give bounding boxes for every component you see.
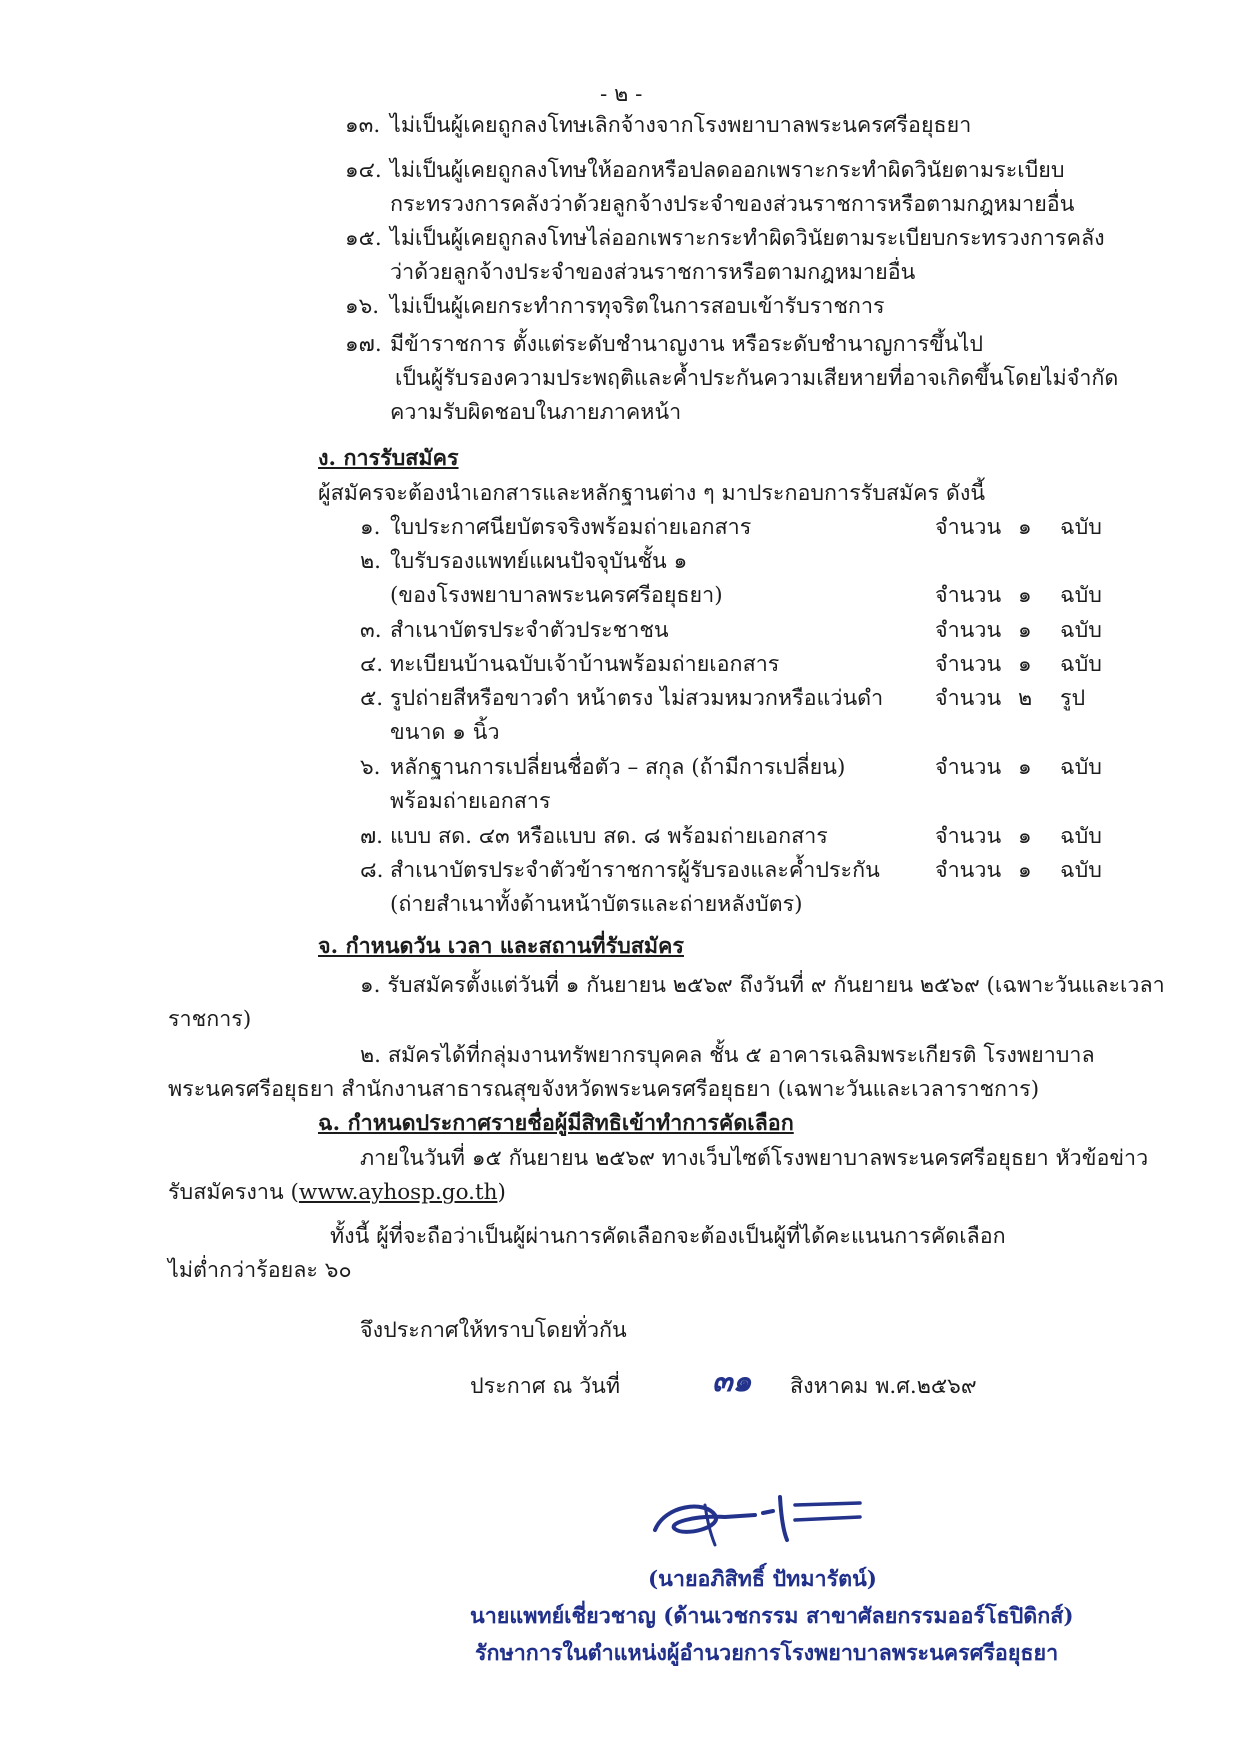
doc-unit: รูป — [1060, 686, 1086, 711]
doc-qty-label: จำนวน — [935, 824, 1002, 849]
doc-qty: ๑ — [1018, 858, 1032, 883]
doc-number: ๒. — [360, 549, 382, 574]
doc-text: สำเนาบัตรประจำตัวข้าราชการผู้รับรองและค้ำประกัน — [390, 858, 880, 883]
section-intro: ผู้สมัครจะต้องนำเอกสารและหลักฐานต่าง ๆ มาประกอบการรับสมัคร ดังนี้ — [318, 481, 986, 506]
closing-date-suffix: สิงหาคม พ.ศ.๒๕๖๙ — [790, 1374, 977, 1399]
doc-qty: ๑ — [1018, 755, 1032, 780]
doc-unit: ฉบับ — [1060, 618, 1102, 643]
closing-date-day: ๓๑ — [712, 1364, 752, 1399]
doc-text: แบบ สด. ๔๓ หรือแบบ สด. ๘ พร้อมถ่ายเอกสาร — [390, 824, 828, 849]
paragraph-line: ราชการ) — [168, 1007, 252, 1032]
qualification-number: ๑๗. — [345, 332, 382, 357]
signer-name: (นายอภิสิทธิ์ ปัทมารัตน์) — [648, 1567, 877, 1592]
doc-number: ๖. — [360, 755, 381, 780]
doc-text: (ของโรงพยาบาลพระนครศรีอยุธยา) — [390, 583, 723, 608]
paragraph-line: ทั้งนี้ ผู้ที่จะถือว่าเป็นผู้ผ่านการคัดเลือกจะต้องเป็นผู้ที่ได้คะแนนการคัดเลือก — [330, 1224, 1006, 1249]
doc-unit: ฉบับ — [1060, 583, 1102, 608]
doc-text: ขนาด ๑ นิ้ว — [390, 720, 500, 745]
qualification-text: เป็นผู้รับรองความประพฤติและค้ำประกันความเสียหายที่อาจเกิดขึ้นโดยไม่จำกัด — [395, 366, 1119, 391]
doc-unit: ฉบับ — [1060, 652, 1102, 677]
doc-qty-label: จำนวน — [935, 583, 1002, 608]
doc-qty-label: จำนวน — [935, 686, 1002, 711]
qualification-text: ไม่เป็นผู้เคยถูกลงโทษเลิกจ้างจากโรงพยาบาลพระนครศรีอยุธยา — [390, 113, 972, 138]
doc-qty-label: จำนวน — [935, 618, 1002, 643]
doc-text: หลักฐานการเปลี่ยนชื่อตัว – สกุล (ถ้ามีการเปลี่ยน) — [390, 755, 846, 780]
paragraph-line: ๑. รับสมัครตั้งแต่วันที่ ๑ กันยายน ๒๕๖๙ ถึงวันที่ ๙ กันยายน ๒๕๖๙ (เฉพาะวันและเวลา — [360, 973, 1165, 998]
doc-qty: ๑ — [1018, 515, 1032, 540]
qualification-text: ไม่เป็นผู้เคยถูกลงโทษไล่ออกเพราะกระทำผิดวินัยตามระเบียบกระทรวงการคลัง — [390, 226, 1105, 251]
doc-text: รูปถ่ายสีหรือขาวดำ หน้าตรง ไม่สวมหมวกหรือแว่นดำ — [390, 686, 884, 711]
qualification-text: กระทรวงการคลังว่าด้วยลูกจ้างประจำของส่วนราชการหรือตามกฎหมายอื่น — [390, 192, 1075, 217]
qualification-number: ๑๖. — [345, 294, 380, 319]
doc-text: พร้อมถ่ายเอกสาร — [390, 789, 551, 814]
doc-qty: ๑ — [1018, 652, 1032, 677]
handwritten-signature — [645, 1485, 885, 1561]
qualification-number: ๑๕. — [345, 226, 382, 251]
doc-number: ๘. — [360, 858, 384, 883]
section-heading: จ. กำหนดวัน เวลา และสถานที่รับสมัคร — [318, 934, 684, 959]
doc-qty-label: จำนวน — [935, 858, 1002, 883]
qualification-text: ว่าด้วยลูกจ้างประจำของส่วนราชการหรือตามกฎหมายอื่น — [390, 260, 916, 285]
section-heading: ง. การรับสมัคร — [318, 446, 459, 471]
paragraph-line — [168, 1180, 506, 1206]
signer-title: นายแพทย์เชี่ยวชาญ (ด้านเวชกรรม สาขาศัลยกรรมออร์โธปิดิกส์) — [470, 1604, 1074, 1629]
qualification-number: ๑๔. — [345, 158, 382, 183]
doc-text: ทะเบียนบ้านฉบับเจ้าบ้านพร้อมถ่ายเอกสาร — [390, 652, 780, 677]
paragraph-line: ไม่ต่ำกว่าร้อยละ ๖๐ — [168, 1258, 352, 1283]
doc-unit: ฉบับ — [1060, 515, 1102, 540]
paragraph-text: รับสมัครงาน ( — [168, 1180, 299, 1205]
paragraph-line: พระนครศรีอยุธยา สำนักงานสาธารณสุขจังหวัดพระนครศรีอยุธยา (เฉพาะวันและเวลาราชการ) — [168, 1077, 1040, 1102]
paragraph-line: ภายในวันที่ ๑๕ กันยายน ๒๕๖๙ ทางเว็บไซต์โรงพยาบาลพระนครศรีอยุธยา หัวข้อข่าว — [360, 1146, 1149, 1171]
doc-unit: ฉบับ — [1060, 858, 1102, 883]
doc-qty-label: จำนวน — [935, 515, 1002, 540]
website-link[interactable]: www.ayhosp.go.th — [298, 1180, 498, 1205]
doc-qty: ๑ — [1018, 583, 1032, 608]
doc-number: ๗. — [360, 824, 384, 849]
paragraph-line: ๒. สมัครได้ที่กลุ่มงานทรัพยากรบุคคล ชั้น ๕ อาคารเฉลิมพระเกียรติ โรงพยาบาล — [360, 1043, 1095, 1068]
doc-text: ใบรับรองแพทย์แผนปัจจุบันชั้น ๑ — [390, 549, 688, 574]
doc-number: ๔. — [360, 652, 384, 677]
doc-text: สำเนาบัตรประจำตัวประชาชน — [390, 618, 669, 643]
doc-qty: ๑ — [1018, 824, 1032, 849]
closing-announce: จึงประกาศให้ทราบโดยทั่วกัน — [360, 1318, 627, 1343]
doc-unit: ฉบับ — [1060, 824, 1102, 849]
paragraph-text: ) — [497, 1180, 506, 1205]
doc-qty: ๑ — [1018, 618, 1032, 643]
qualification-text: ความรับผิดชอบในภายภาคหน้า — [390, 400, 682, 425]
doc-number: ๓. — [360, 618, 382, 643]
doc-number: ๑. — [360, 515, 381, 540]
doc-qty: ๒ — [1018, 686, 1033, 711]
doc-qty-label: จำนวน — [935, 755, 1002, 780]
qualification-text: มีข้าราชการ ตั้งแต่ระดับชำนาญงาน หรือระดับชำนาญการขึ้นไป — [390, 332, 984, 357]
doc-text: (ถ่ายสำเนาทั้งด้านหน้าบัตรและถ่ายหลังบัตร) — [390, 892, 803, 917]
closing-date-prefix: ประกาศ ณ วันที่ — [470, 1374, 621, 1399]
section-heading: ฉ. กำหนดประกาศรายชื่อผู้มีสิทธิเข้าทำการคัดเลือก — [318, 1111, 794, 1136]
qualification-number: ๑๓. — [345, 113, 381, 138]
qualification-text: ไม่เป็นผู้เคยกระทำการทุจริตในการสอบเข้ารับราชการ — [390, 294, 885, 319]
page-number: - ๒ - — [600, 82, 643, 107]
qualification-text: ไม่เป็นผู้เคยถูกลงโทษให้ออกหรือปลดออกเพราะกระทำผิดวินัยตามระเบียบ — [390, 158, 1065, 183]
doc-text: ใบประกาศนียบัตรจริงพร้อมถ่ายเอกสาร — [390, 515, 752, 540]
doc-qty-label: จำนวน — [935, 652, 1002, 677]
signer-acting-title: รักษาการในตำแหน่งผู้อำนวยการโรงพยาบาลพระนครศรีอยุธยา — [475, 1641, 1059, 1666]
doc-unit: ฉบับ — [1060, 755, 1102, 780]
doc-number: ๕. — [360, 686, 384, 711]
